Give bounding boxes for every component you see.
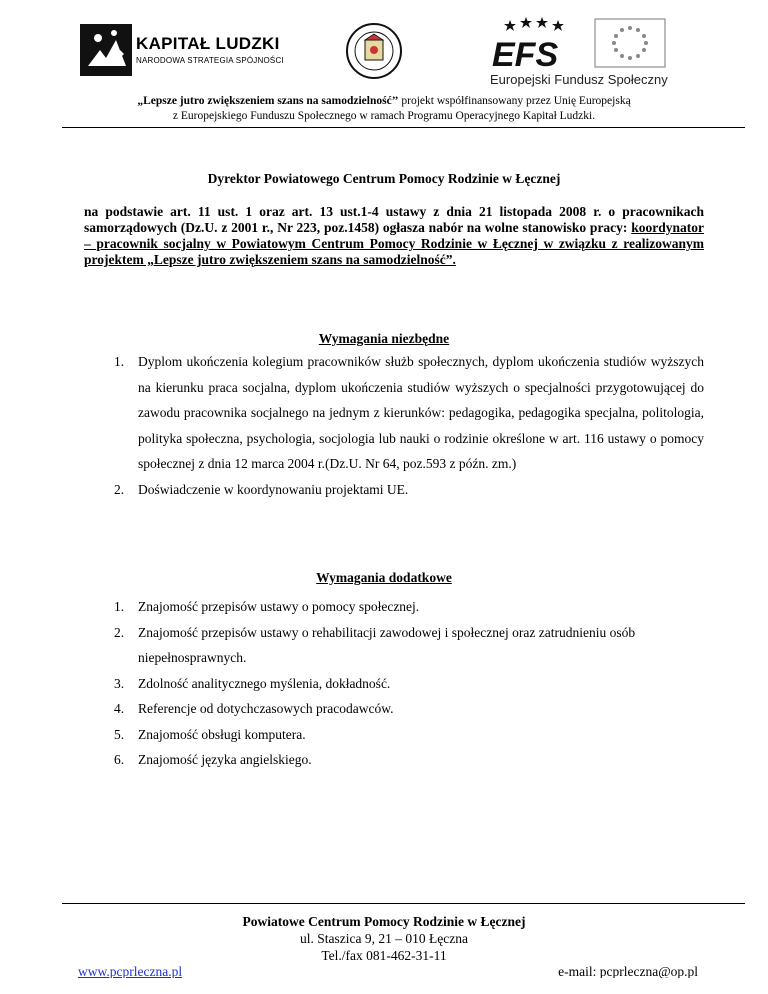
pcpr-seal-logo (345, 22, 403, 80)
list-text: Znajomość obsługi komputera. (138, 726, 306, 742)
list-text: Znajomość przepisów ustawy o pomocy społecznej. (138, 599, 420, 614)
footer-org: Powiatowe Centrum Pomocy Rodzinie w Łęcznej (242, 914, 526, 929)
requirements-heading: Wymagania niezbędne (318, 331, 450, 346)
list-item (114, 477, 704, 503)
svg-text:EFS: EFS (492, 36, 559, 74)
intro-legal-basis: na podstawie art. 11 ust. 1 oraz art. 13 ust.1-4 ustawy z dnia 21 listopada 2008 r. o pracownikach samorządowych (Dz.U. z 2001 r., Nr 223, poz.1458) ogłasza nabór na wolne stanowisko pracy: (84, 204, 704, 235)
email-text: e-mail: pcprleczna@op.pl (558, 964, 698, 978)
list-number: 3. (114, 675, 125, 691)
efs-logo (488, 16, 588, 74)
project-program-text: z Europejskiego Funduszu Społecznego w ramach Programu Operacyjnego Kapitał Ludzki. (172, 110, 596, 122)
list-number: 1. (114, 354, 125, 369)
list-item (114, 671, 704, 697)
project-name: „Lepsze jutro zwiększeniem szans na samodzielność’’ (137, 95, 399, 107)
footer (0, 913, 768, 964)
additional-list (114, 594, 704, 773)
list-text: Zdolność analitycznego myślenia, dokładność. (138, 675, 391, 691)
list-item (114, 594, 704, 620)
list-number: 5. (114, 726, 125, 742)
requirements-list (114, 349, 704, 502)
additional-heading: Wymagania dodatkowe (316, 570, 452, 585)
list-number: 6. (114, 752, 125, 767)
list-item (114, 696, 704, 722)
document-title: Dyrektor Powiatowego Centrum Pomocy Rodzinie w Łęcznej (207, 171, 561, 186)
list-text: Dyplom ukończenia kolegium pracowników służb społecznych, dyplom ukończenia studiów wyższych na kierunku praca socjalna, dyplom ukończenia studiów wyższych o specjalności przygotowującej do zawodu pracownika socjalnego na jednym z kierunków: pedagogika, pedagogika specjalna, politologia, polityka społeczna, psychologia, socjologia lub nauki o rodzinie określone w art. 116 ustawy o pomocy społecznej z dnia 12 marca 2004 r.(Dz.U. Nr 64, poz.593 z późn. zm.) (138, 354, 704, 471)
footer-divider (62, 903, 745, 904)
list-number: 4. (114, 701, 125, 716)
footer-address: ul. Staszica 9, 21 – 010 Łęczna (300, 931, 468, 946)
list-number: 2. (114, 481, 125, 497)
list-number: 1. (114, 599, 125, 614)
footer-phone: Tel./fax 081-462-31-11 (321, 948, 447, 963)
list-item (114, 722, 704, 748)
list-item (114, 349, 704, 477)
eu-flag-logo (594, 18, 666, 68)
intro-paragraph (84, 204, 704, 268)
list-item (114, 747, 704, 773)
project-header (0, 94, 768, 124)
list-text: Doświadczenie w koordynowaniu projektami UE. (138, 481, 409, 497)
kapital-ludzki-subtitle: NARODOWA STRATEGIA SPÓJNOŚCI (136, 56, 284, 65)
list-number: 2. (114, 624, 125, 640)
header-divider (62, 127, 745, 128)
list-text: Referencje od dotychczasowych pracodawców. (138, 701, 394, 716)
efs-caption: Europejski Fundusz Społeczny (490, 72, 668, 87)
kapital-ludzki-title: KAPITAŁ LUDZKI (136, 34, 280, 53)
project-cofinance-text: projekt współfinansowany przez Unię Europejską (398, 95, 631, 107)
website-link[interactable]: www.pcprleczna.pl (78, 964, 183, 978)
list-text: Znajomość języka angielskiego. (138, 752, 312, 767)
list-text: Znajomość przepisów ustawy o rehabilitacji zawodowej i społecznej oraz zatrudnieniu osób niepełnosprawnych. (138, 624, 636, 665)
intro-position: koordynator – pracownik socjalny w Powiatowym Centrum Pomocy Rodzinie w Łęcznej w związku z realizowanym projektem „Lepsze jutro zwiększeniem szans na samodzielność”. (84, 220, 704, 267)
footer-links (78, 964, 698, 978)
list-item (114, 620, 704, 671)
